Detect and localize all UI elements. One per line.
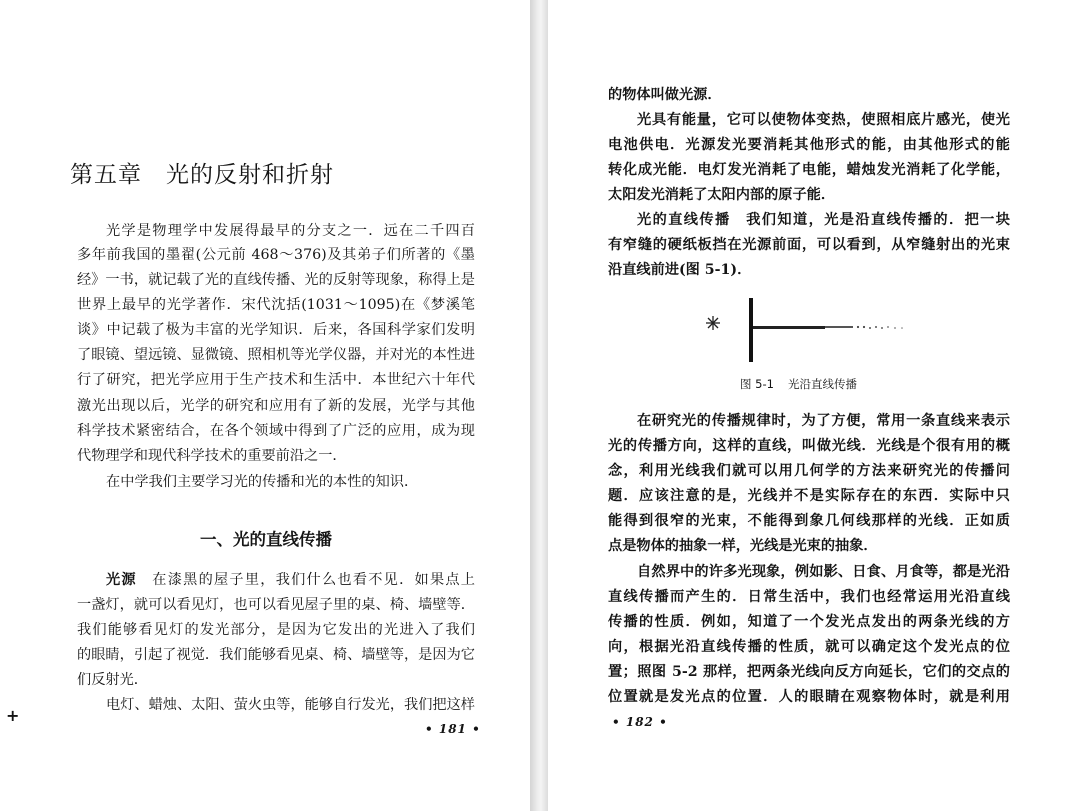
section-title: 一、光的直线传播: [200, 530, 332, 549]
text-line: 世界上最早的光学著作．宋代沈括(1031～1095)在《梦溪笔: [77, 297, 475, 313]
book-gutter: [530, 0, 548, 811]
text-line: 置；照图 5-2 那样，把两条光线向反方向延长，它们的交点的: [608, 664, 1010, 680]
text-line: 经》一书，就记载了光的直线传播、光的反射等现象，称得上是: [77, 272, 475, 288]
light-source-icon: [706, 316, 720, 330]
text-line: 点是物体的抽象一样，光线是光束的抽象．: [608, 538, 878, 554]
text-line: 在研究光的传播规律时，为了方便，常用一条直线来表示: [637, 413, 1010, 429]
light-beam: [753, 326, 903, 329]
text-span: 在漆黑的屋子里，我们什么也看不见．如果点上: [152, 572, 475, 588]
text-line: 光具有能量，它可以使物体变热，使照相底片感光，使光: [637, 112, 1010, 128]
text-line: 直线传播而产生的．日常生活中，我们也经常运用光沿直线: [608, 589, 1010, 605]
text-line: 有窄缝的硬纸板挡在光源前面，可以看到，从窄缝射出的光束: [608, 237, 1010, 253]
text-line: 转化成光能．电灯发光消耗了电能，蜡烛发光消耗了化学能，: [608, 162, 1010, 178]
keyword-straight-propagation: 光的直线传播: [637, 212, 731, 228]
chapter-title: 第五章 光的反射和折射: [70, 162, 334, 188]
text-line: 们反射光．: [77, 672, 148, 688]
page-number: • 181 •: [425, 722, 481, 736]
text-line: 位置就是发光点的位置．人的眼睛在观察物体时，就是利用: [608, 689, 1010, 705]
text-line: 太阳发光消耗了太阳内部的原子能．: [608, 187, 836, 203]
text-line: 一盏灯，就可以看见灯，也可以看见屋子里的桌、椅、墙壁等．: [77, 597, 475, 613]
text-line: 的眼睛，引起了视觉．我们能够看见桌、椅、墙壁等，是因为它: [77, 647, 475, 663]
text-line: 光学是物理学中发展得最早的分支之一．远在二千四百: [106, 223, 475, 239]
text-line: [608, 211, 1010, 229]
text-line: 念，利用光线我们就可以用几何学的方法来研究光的传播问: [608, 463, 1010, 479]
text-line: 自然界中的许多光现象，例如影、日食、月食等，都是光沿: [637, 564, 1010, 580]
figure-number: 图 5-1: [740, 377, 774, 391]
slit-cardboard-icon: [749, 298, 753, 362]
text-line: 激光出现以后，光学的研究和应用有了新的发展，光学与其他: [77, 398, 475, 414]
keyword-light-source: 光源: [106, 572, 137, 588]
text-line: 科学技术紧密结合，在各个领域中得到了广泛的应用，成为现: [77, 423, 475, 439]
right-page: [548, 0, 1080, 811]
text-line: 光的传播方向，这样的直线，叫做光线．光线是个很有用的概: [608, 438, 1010, 454]
text-line: 多年前我国的墨翟(公元前 468～376)及其弟子们所著的《墨: [77, 247, 475, 263]
text-line: 能得到很窄的光束，不能得到象几何线那样的光线．正如质: [608, 513, 1010, 529]
crop-mark: +: [6, 706, 20, 725]
text-span: 我们知道，光是沿直线传播的．把一块: [746, 212, 1010, 228]
text-line: 了眼镜、望远镜、显微镜、照相机等光学仪器，并对光的本性进: [77, 347, 475, 363]
text-line: 代物理学和现代科学技术的重要前沿之一．: [77, 448, 347, 464]
text-line: 我们能够看见灯的发光部分，是因为它发出的光进入了我们: [77, 622, 475, 638]
figure-caption: [740, 377, 857, 391]
figure-caption-text: 光沿直线传播: [787, 377, 857, 391]
text-line: 谈》中记载了极为丰富的光学知识．后来，各国科学家们发明: [77, 322, 475, 338]
text-line: 沿直线前进(图 5-1)．: [608, 262, 752, 278]
left-page: [0, 0, 530, 811]
text-line: 电池供电．光源发光要消耗其他形式的能，由其他形式的能: [608, 137, 1010, 153]
text-line: [77, 571, 475, 589]
figure-5-1: [698, 292, 918, 364]
text-line: 在中学我们主要学习光的传播和光的本性的知识．: [106, 474, 419, 490]
page-number: • 182 •: [612, 715, 668, 729]
text-line: 的物体叫做光源．: [608, 87, 722, 103]
text-line: 电灯、蜡烛、太阳、萤火虫等，能够自行发光，我们把这样: [106, 697, 475, 713]
text-line: 题．应该注意的是，光线并不是实际存在的东西．实际中只: [608, 488, 1010, 504]
text-line: 行了研究，把光学应用于生产技术和生活中．本世纪六十年代: [77, 372, 475, 388]
text-line: 传播的性质．例如，知道了一个发光点发出的两条光线的方: [608, 614, 1010, 630]
text-line: 向，根据光沿直线传播的性质，就可以确定这个发光点的位: [608, 639, 1010, 655]
